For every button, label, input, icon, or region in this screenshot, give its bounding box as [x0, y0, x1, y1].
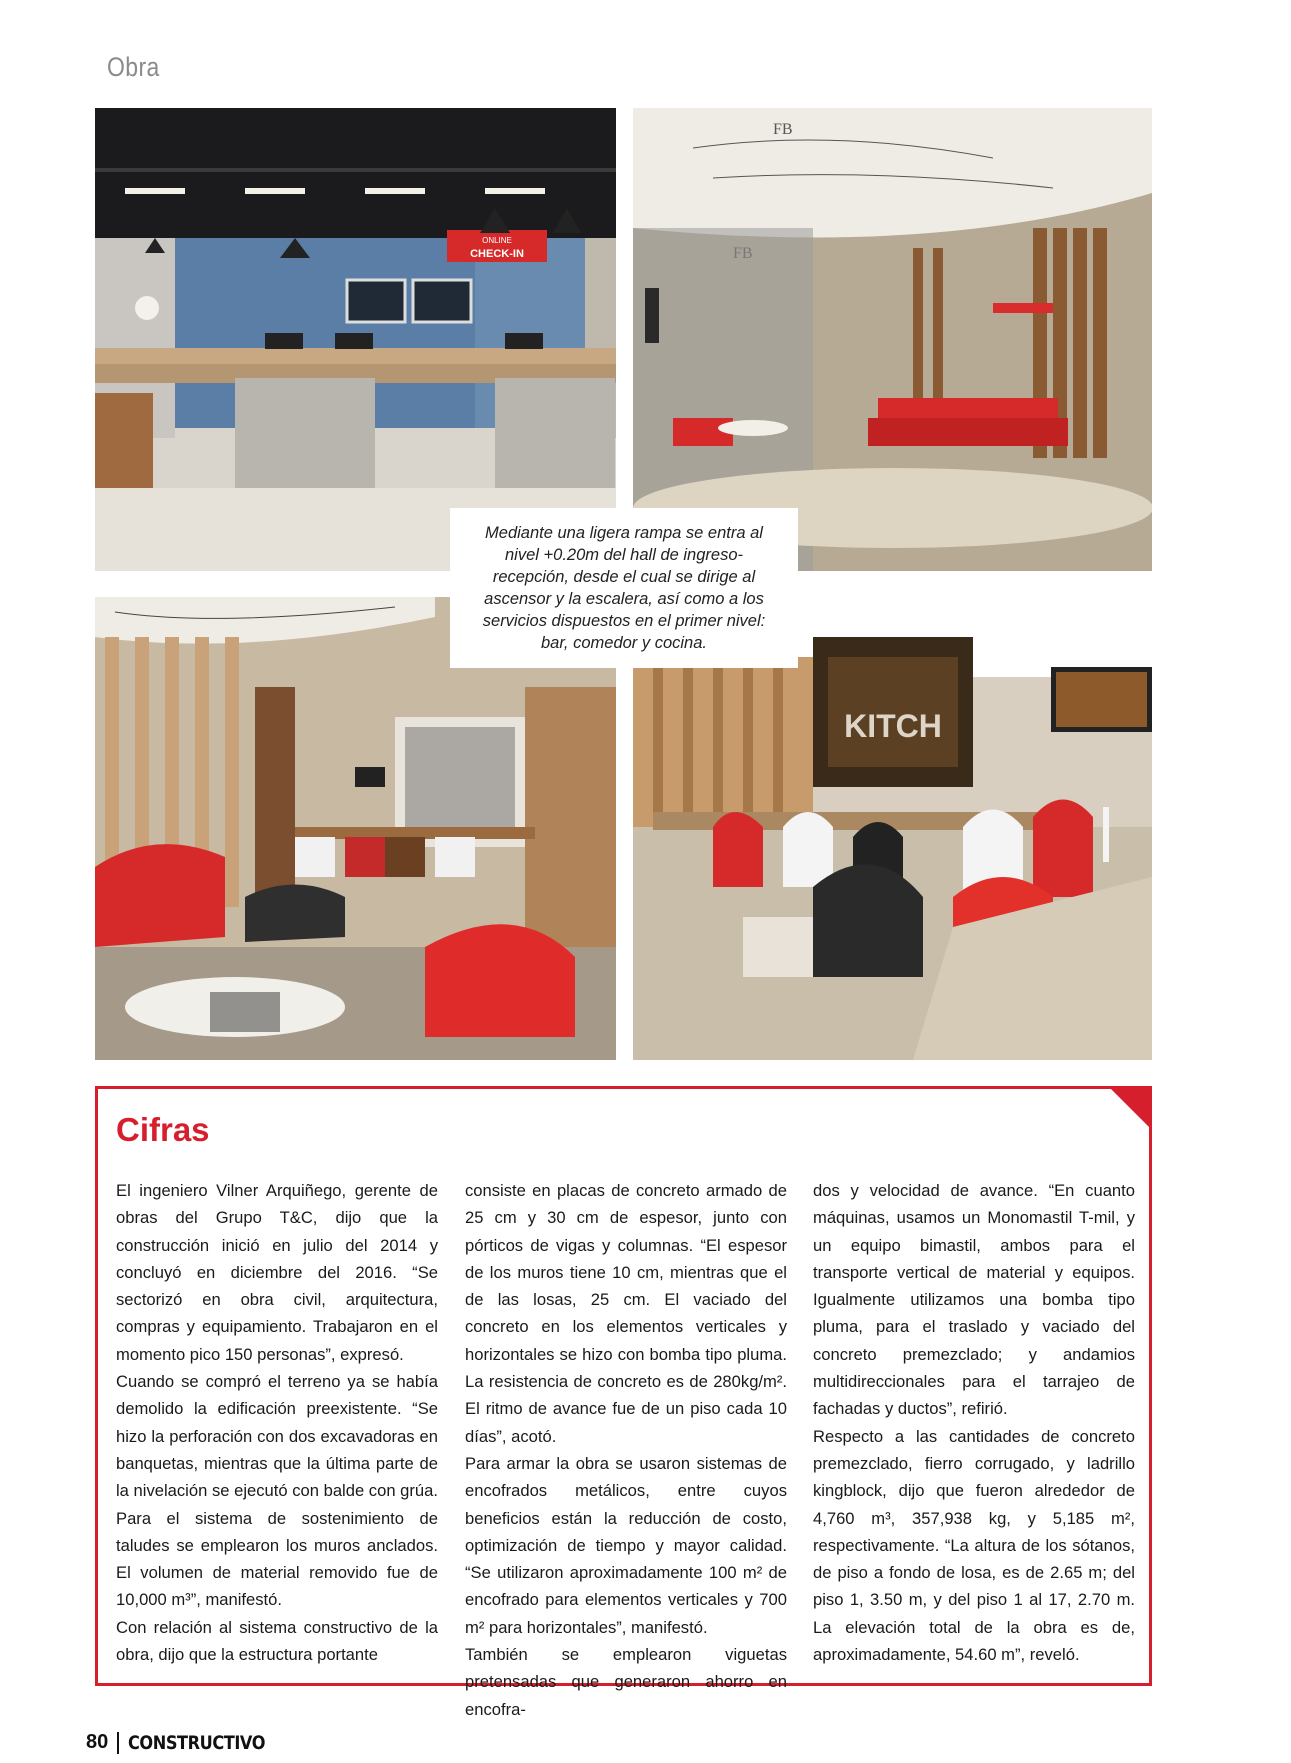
- photo-caption: Mediante una ligera rampa se entra al nivel +0.20m del hall de ingreso-recepción, desde el cual se dirige al ascensor y la escalera, así como a los servicios dispuestos en el primer nivel: bar, comedor y cocina.: [450, 508, 798, 668]
- paragraph: consiste en placas de concreto armado de 25 cm y 30 cm de espesor, junto con pórticos de vigas y columnas. “El espesor de los muros tiene 10 cm, mientras que el de las losas, 25 cm. El vaciado del concreto en los elementos verticales y horizontales se hizo con bomba tipo pluma. La resistencia de concreto es de 280kg/m². El ritmo de avance fue de un piso cada 10 días”, acotó.: [465, 1181, 787, 1446]
- text-column-1: [116, 1177, 438, 1668]
- photo-reception-desk: [95, 108, 616, 571]
- magazine-brand: CONSTRUCTIVO: [128, 1731, 266, 1754]
- paragraph: El ingeniero Vilner Arquiñego, gerente de obras del Grupo T&C, dijo que la construcción inició en julio del 2014 y concluyó en diciembre del 2016. “Se sectorizó en obra civil, arquitectura, compras y equipamiento. Trabajaron en el momento pico 150 personas”, expresó.: [116, 1181, 438, 1364]
- cifras-sidebar: [95, 1086, 1152, 1719]
- paragraph: dos y velocidad de avance. “En cuanto máquinas, usamos un Monomastil T-mil, y un equipo bimastil, ambos para el transporte vertical de material y equipos. Igualmente utilizamos una bomba tipo pluma, para el traslado y vaciado del concreto premezclado; y andamios multidireccionales para el tarrajeo de fachadas y ductos”, refirió.: [813, 1181, 1135, 1419]
- paragraph: Cuando se compró el terreno ya se había demolido la edificación preexistente. “Se hizo la perforación con dos excavadoras en banquetas, mientras que la última parte de la nivelación se ejecutó con balde con grúa. Para el sistema de sostenimiento de taludes se emplearon los muros anclados. El volumen de material removido fue de 10,000 m³”, manifestó.: [116, 1372, 438, 1610]
- cifras-title: Cifras: [116, 1111, 210, 1148]
- glass-mark-2: FB: [733, 245, 753, 262]
- paragraph: Respecto a las cantidades de concreto premezclado, fierro corrugado, y ladrillo kingblock, dijo que fueron alrededor de 4,760 m³, 357,938 kg, y 5,185 m², respectivamente. “La altura de los sótanos, de piso a fondo de losa, es de 2.65 m; del piso 1, 3.50 m, y del piso 1 al 17, 2.70 m. La elevación total de la obra es de, aproximadamente, 54.60 m”, reveló.: [813, 1426, 1135, 1665]
- checkin-sign-bottom: CHECK-IN: [470, 248, 524, 260]
- kitchen-sign: KITCH: [844, 708, 942, 744]
- text-column-2: [465, 1177, 787, 1723]
- page-number: 80: [86, 1731, 109, 1753]
- corner-accent: [1108, 1086, 1152, 1130]
- paragraph: Con relación al sistema constructivo de la obra, dijo que la estructura portante: [116, 1617, 438, 1665]
- glass-mark-1: FB: [773, 121, 793, 138]
- section-label: Obra: [107, 52, 160, 82]
- paragraph: Para armar la obra se usaron sistemas de encofrados metálicos, entre cuyos beneficios están la reducción de costo, optimización de tiempo y mayor calidad. “Se utilizaron aproximadamente 100 m² de encofrado para elementos verticales y 700 m² para horizontales”, manifestó.: [465, 1453, 787, 1637]
- footer-divider: [117, 1732, 119, 1754]
- paragraph: También se emplearon viguetas pretensadas que generaron ahorro en encofra-: [465, 1645, 787, 1719]
- text-column-3: [813, 1177, 1135, 1668]
- checkin-sign-top: ONLINE: [482, 236, 512, 245]
- photo-lounge: [633, 108, 1152, 571]
- page-footer: [86, 1731, 289, 1754]
